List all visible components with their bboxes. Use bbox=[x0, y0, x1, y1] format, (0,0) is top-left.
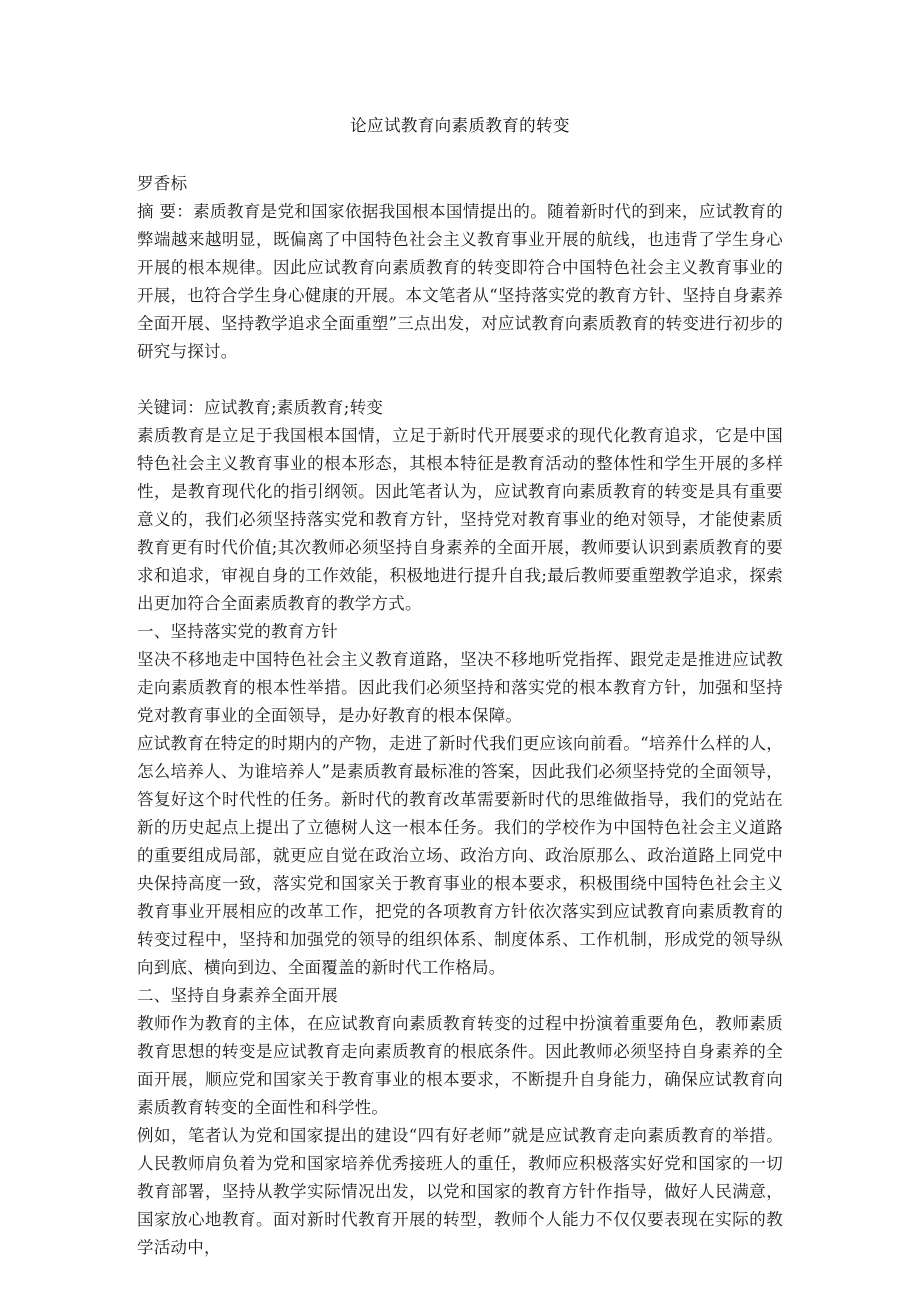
introduction-paragraph: 素质教育是立足于我国根本国情，立足于新时代开展要求的现代化教育追求，它是中国特色社会主义教育事业的根本形态，其根本特征是教育活动的整体性和学生开展的多样性，是教育现代化的指引纲领。因此笔者认为，应试教育向素质教育的转变是具有重要意义的，我们必须坚持落实党和教育方针，坚持党对教育事业的绝对领导，才能使素质教育更有时代价值;其次教师必须坚持自身素养的全面开展，教师要认识到素质教育的要求和追求，审视自身的工作效能，积极地进行提升自我;最后教师要重塑教学追求，探索出更加符合全面素质教育的教学方式。 bbox=[137, 426, 783, 613]
page-title: 论应试教育向素质教育的转变 bbox=[350, 116, 570, 135]
section-spacer bbox=[137, 366, 783, 394]
author-name: 罗香标 bbox=[137, 174, 188, 193]
section-1-paragraph-2: 应试教育在特定的时期内的产物，走进了新时代我们更应该向前看。“培养什么样的人，怎么培养人、为谁培养人”是素质教育最标准的答案，因此我们必须坚持党的全面领导，答复好这个时代性的任务。新时代的教育改革需要新时代的思维做指导，我们的党站在新的历史起点上提出了立德树人这一根本任务。我们的学校作为中国特色社会主义道路的重要组成局部，就更应自觉在政治立场、政治方向、政治原那么、政治道路上同党中央保持高度一致，落实党和国家关于教育事业的根本要求，积极围绕中国特色社会主义教育事业开展相应的改革工作，把党的各项教育方针依次落实到应试教育向素质教育的转变过程中，坚持和加强党的领导的组织体系、制度体系、工作机制，形成党的领导纵向到底、横向到边、全面覆盖的新时代工作格局。 bbox=[137, 734, 783, 977]
section-2-paragraph-1: 教师作为教育的主体，在应试教育向素质教育转变的过程中扮演着重要角色，教师素质教育思想的转变是应试教育走向素质教育的根底条件。因此教师必须坚持自身素养的全面开展，顺应党和国家关于教育事业的根本要求，不断提升自身能力，确保应试教育向素质教育转变的全面性和科学性。 bbox=[137, 1014, 783, 1117]
document-body bbox=[137, 0, 783, 1262]
section-2-paragraph-2: 例如，笔者认为党和国家提出的建设“四有好老师”就是应试教育走向素质教育的举措。人民教师肩负着为党和国家培养优秀接班人的重任，教师应积极落实好党和国家的一切教育部署，坚持从教学实际情况出发，以党和国家的教育方针作指导，做好人民满意，国家放心地教育。面对新时代教育开展的转型，教师个人能力不仅仅要表现在实际的教学活动中， bbox=[137, 1126, 783, 1257]
section-heading-2: 二、坚持自身素养全面开展 bbox=[137, 986, 338, 1005]
section-1-paragraph-1: 坚决不移地走中国特色社会主义教育道路，坚决不移地听党指挥、跟党走是推进应试教走向素质教育的根本性举措。因此我们必须坚持和落实党的根本教育方针，加强和坚持党对教育事业的全面领导，是办好教育的根本保障。 bbox=[137, 650, 783, 725]
section-heading-1: 一、坚持落实党的教育方针 bbox=[137, 622, 338, 641]
abstract-paragraph: 摘 要：素质教育是党和国家依据我国根本国情提出的。随着新时代的到来，应试教育的弊端越来越明显，既偏离了中国特色社会主义教育事业开展的航线，也违背了学生身心开展的根本规律。因此应试教育向素质教育的转变即符合中国特色社会主义教育事业的开展，也符合学生身心健康的开展。本文笔者从“坚持落实党的教育方针、坚持自身素养全面开展、坚持教学追求全面重塑”三点出发，对应试教育向素质教育的转变进行初步的研究与探讨。 bbox=[137, 202, 783, 361]
keywords-line: 关键词：应试教育;素质教育;转变 bbox=[137, 398, 384, 417]
